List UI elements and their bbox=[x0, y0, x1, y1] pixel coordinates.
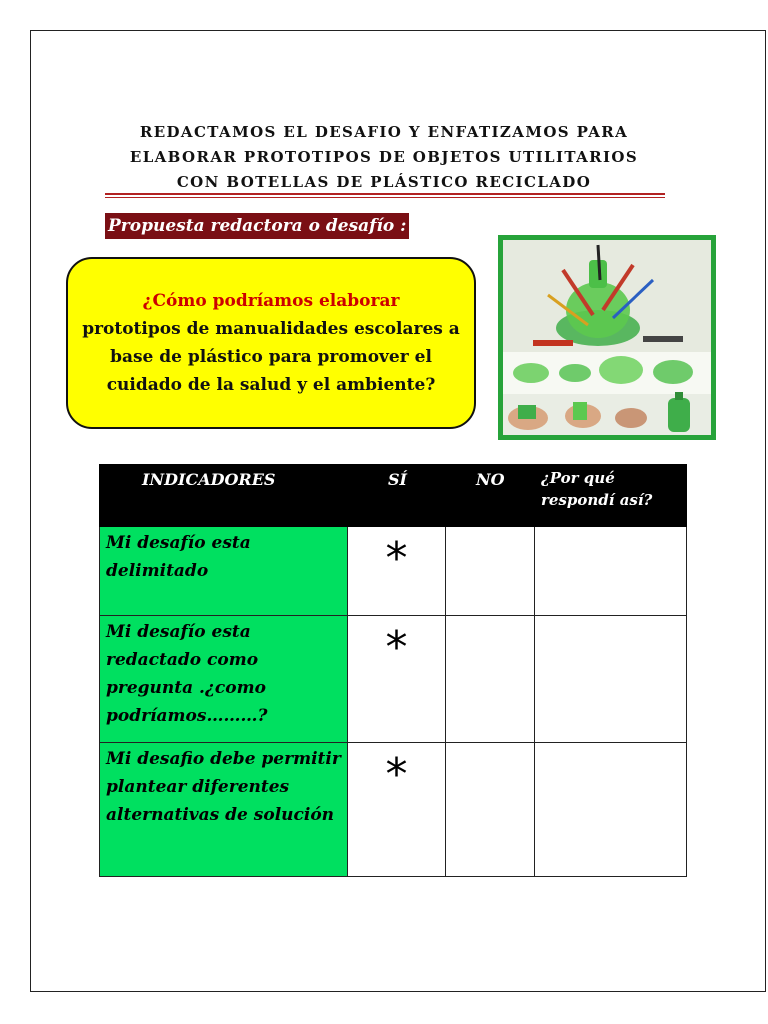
title-divider bbox=[105, 193, 665, 195]
why-cell[interactable] bbox=[535, 616, 687, 743]
page-title bbox=[60, 120, 708, 195]
indicator-cell: Mi desafío esta redactado como pregunta .¿como podríamos………? bbox=[100, 616, 348, 743]
title-line-1: REDACTAMOS EL DESAFIO Y ENFATIZAMOS PARA bbox=[139, 123, 629, 141]
title-divider-thin bbox=[105, 197, 665, 198]
why-cell[interactable] bbox=[535, 527, 687, 616]
si-cell[interactable]: * bbox=[348, 616, 446, 743]
no-cell[interactable] bbox=[446, 527, 535, 616]
table-row bbox=[100, 616, 687, 743]
question-body: prototipos de manualidades escolares a base de plástico para promover el cuidado de la salud y el ambiente? bbox=[82, 319, 460, 395]
si-cell[interactable]: * bbox=[348, 527, 446, 616]
why-cell[interactable] bbox=[535, 743, 687, 877]
bottle-crafts-photo bbox=[498, 235, 716, 440]
header-por-que: ¿Por qué respondí así? bbox=[535, 465, 687, 527]
no-cell[interactable] bbox=[446, 743, 535, 877]
table-row bbox=[100, 527, 687, 616]
header-si: SÍ bbox=[348, 465, 446, 527]
title-line-2: ELABORAR PROTOTIPOS DE OBJETOS UTILITARIOS bbox=[129, 148, 639, 166]
header-indicadores: INDICADORES bbox=[100, 465, 348, 527]
si-cell[interactable]: * bbox=[348, 743, 446, 877]
title-line-3: CON BOTELLAS DE PLÁSTICO RECICLADO bbox=[176, 173, 592, 191]
challenge-question-box bbox=[66, 257, 476, 429]
indicator-cell: Mi desafio debe permitir plantear diferentes alternativas de solución bbox=[100, 743, 348, 877]
no-cell[interactable] bbox=[446, 616, 535, 743]
indicators-table bbox=[99, 464, 687, 877]
section-subtitle: Propuesta redactora o desafío : bbox=[105, 213, 409, 239]
table-header-row bbox=[100, 465, 687, 527]
table-row bbox=[100, 743, 687, 877]
indicator-cell: Mi desafío esta delimitado bbox=[100, 527, 348, 616]
question-highlight: ¿Cómo podríamos elaborar bbox=[142, 291, 400, 311]
header-no: NO bbox=[446, 465, 535, 527]
